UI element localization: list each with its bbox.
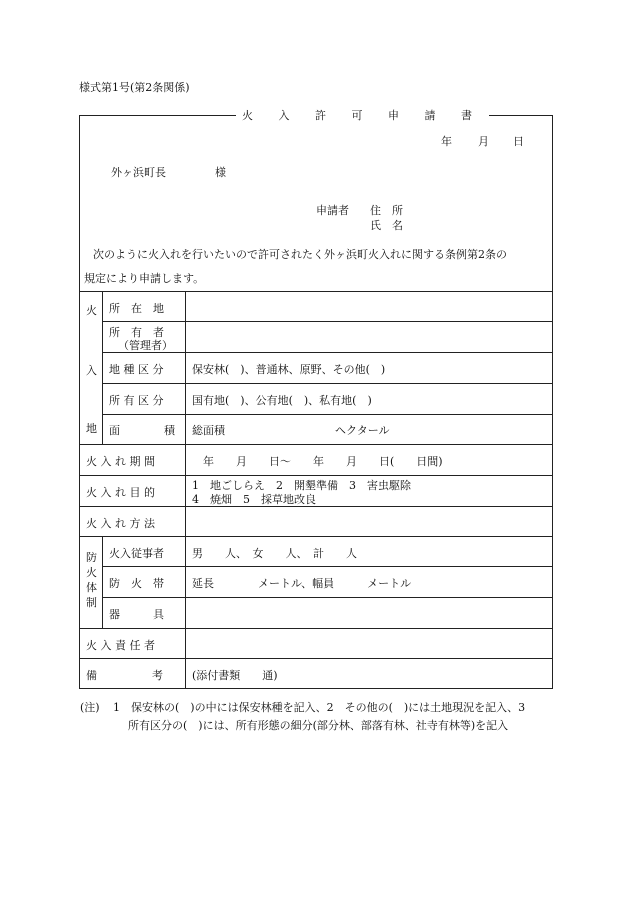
- row-divider: [80, 628, 552, 629]
- row-divider: [102, 383, 552, 384]
- ownership-type-label: 所 有 区 分: [109, 394, 164, 407]
- land-type-label: 地 種 区 分: [109, 363, 164, 376]
- date-month-label: 月: [478, 135, 489, 148]
- purpose-line-2: 4 焼畑 5 採草地改良: [192, 493, 316, 506]
- row-divider: [80, 658, 552, 659]
- area-value-unit: ヘクタール: [335, 424, 390, 437]
- workers-value: 男 人、 女 人、 計 人: [192, 547, 357, 560]
- land-type-value: 保安林( )、普通林、原野、その他( ): [192, 363, 386, 376]
- equipment-label: 器 具: [109, 608, 164, 621]
- addressee-honorific: 様: [215, 166, 226, 179]
- site-group-char-2: 入: [86, 364, 97, 377]
- row-divider: [80, 536, 552, 537]
- remarks-label: 備 考: [86, 669, 163, 682]
- period-label: 火 入 れ 期 間: [86, 455, 155, 468]
- row-divider: [102, 597, 552, 598]
- remarks-value: (添付書類 通): [192, 669, 278, 682]
- form-label: 様式第1号(第2条関係): [79, 81, 190, 94]
- application-form: [79, 115, 553, 689]
- site-group-char-3: 地: [86, 422, 97, 435]
- row-divider: [102, 321, 552, 322]
- intro-line-2: 規定により申請します。: [84, 272, 205, 285]
- ownership-type-value: 国有地( )、公有地( )、私有地( ): [192, 394, 372, 407]
- workers-label: 火入従事者: [109, 547, 164, 560]
- label-column-divider: [185, 291, 186, 688]
- form-title: 火 入 許 可 申 請 書: [236, 107, 489, 123]
- applicant-name-label: 氏 名: [370, 219, 403, 232]
- row-divider: [102, 414, 552, 415]
- date-year-label: 年: [441, 135, 452, 148]
- intro-line-1: 次のように火入れを行いたいので許可されたく外ヶ浜町火入れに関する条例第2条の: [93, 248, 507, 261]
- applicant-address-label: 住 所: [370, 204, 403, 217]
- date-day-label: 日: [513, 135, 524, 148]
- group-divider: [102, 291, 103, 444]
- row-divider: [80, 444, 552, 445]
- purpose-line-1: 1 地ごしらえ 2 開墾準備 3 害虫駆除: [192, 479, 411, 492]
- location-label: 所 在 地: [109, 302, 164, 315]
- firebreak-value: 延長 メートル、幅員 メートル: [192, 577, 412, 590]
- area-label: 面 積: [109, 424, 175, 437]
- addressee-name: 外ヶ浜町長: [111, 166, 166, 179]
- note-line-1: 1 保安林の( )の中には保安林種を記入、2 その他の( )には土地現況を記入、3: [113, 701, 526, 714]
- table-top-border: [80, 291, 552, 292]
- owner-sublabel: （管理者）: [118, 339, 173, 352]
- fire-system-group-label: 防火体制: [86, 551, 97, 609]
- group-divider: [102, 536, 103, 628]
- applicant-label: 申請者: [316, 204, 349, 217]
- owner-label: 所 有 者: [109, 326, 164, 339]
- firebreak-label: 防 火 帯: [109, 577, 164, 590]
- purpose-label: 火 入 れ 目 的: [86, 486, 155, 499]
- note-line-2: 所有区分の( )には、所有形態の細分(部分林、部落有林、社寺有林等)を記入: [128, 719, 509, 732]
- row-divider: [80, 475, 552, 476]
- method-label: 火 入 れ 方 法: [86, 517, 155, 530]
- row-divider: [102, 566, 552, 567]
- area-value-prefix: 総面積: [192, 424, 225, 437]
- period-value: 年 月 日～ 年 月 日( 日間): [203, 455, 443, 468]
- responsible-label: 火 入 責 任 者: [86, 639, 155, 652]
- site-group-char-1: 火: [86, 304, 97, 317]
- row-divider: [80, 506, 552, 507]
- note-label: (注): [80, 701, 100, 714]
